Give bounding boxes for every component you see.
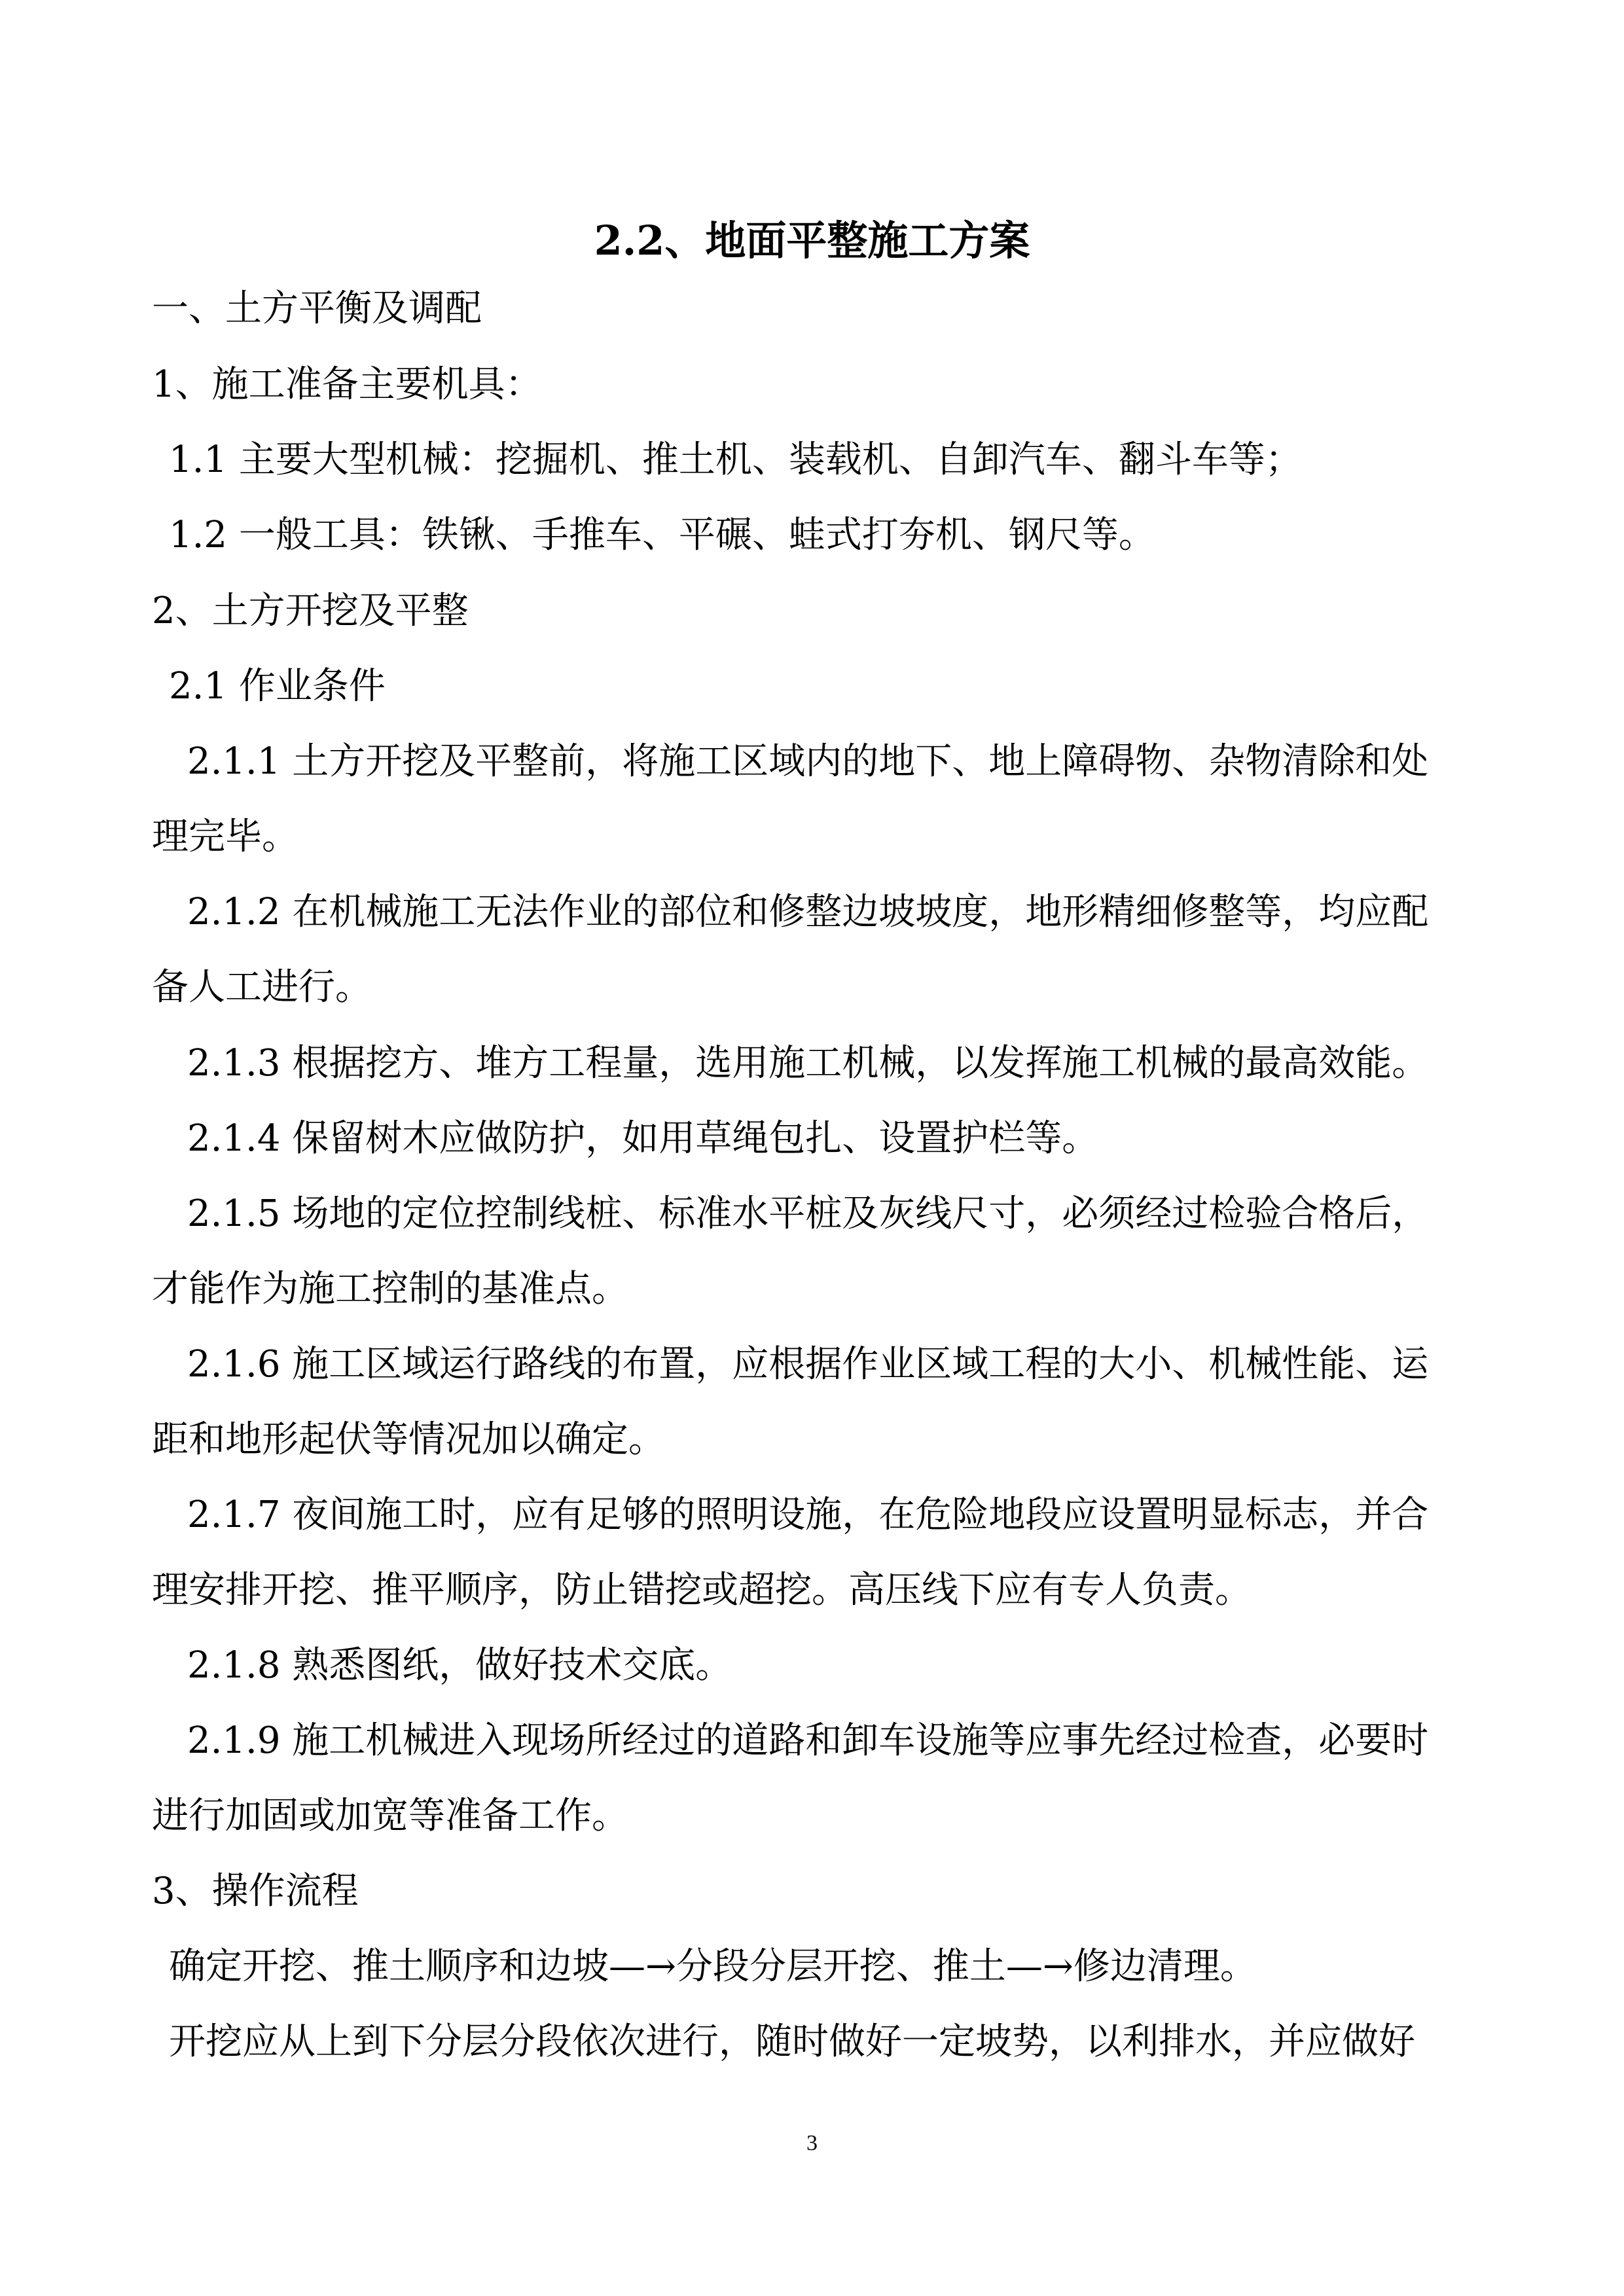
item-2-1-1-cont: 理完毕。 (152, 816, 298, 858)
item-1-2: 1.2 一般工具：铁锹、手推车、平碾、蛙式打夯机、钢尺等。 (169, 514, 1155, 556)
heading-operation-flow: 3、操作流程 (152, 1870, 359, 1912)
item-2-1-7-cont: 理安排开挖、推平顺序，防止错挖或超挖。高压线下应有专人负责。 (152, 1569, 1252, 1611)
item-2-1-2-cont: 备人工进行。 (152, 966, 372, 1009)
item-2-1-3: 2.1.3 根据挖方、堆方工程量，选用施工机械，以发挥施工机械的最高效能。 (187, 1042, 1429, 1085)
operation-sequence: 确定开挖、推土顺序和边坡—→分段分层开挖、推土—→修边清理。 (169, 1945, 1257, 1988)
item-2-1-6: 2.1.6 施工区域运行路线的布置，应根据作业区域工程的大小、机械性能、运 (187, 1343, 1429, 1386)
page-number: 3 (806, 2131, 818, 2155)
heading-tools: 1、施工准备主要机具： (152, 363, 542, 406)
heading-excavation: 2、土方开挖及平整 (152, 590, 469, 632)
heading-earthwork-balance: 一、土方平衡及调配 (152, 287, 482, 330)
item-2-1-9: 2.1.9 施工机械进入现场所经过的道路和卸车设施等应事先经过检查，必要时 (187, 1719, 1429, 1762)
item-2-1-7: 2.1.7 夜间施工时，应有足够的照明设施，在危险地段应设置明显标志，并合 (187, 1494, 1429, 1536)
item-1-1: 1.1 主要大型机械：挖掘机、推土机、装载机、自卸汽车、翻斗车等； (169, 439, 1302, 481)
item-2-1-9-cont: 进行加固或加宽等准备工作。 (152, 1795, 628, 1837)
heading-work-conditions: 2.1 作业条件 (169, 665, 386, 708)
item-2-1-8: 2.1.8 熟悉图纸，做好技术交底。 (187, 1644, 732, 1687)
section-title: 2.2、地面平整施工方案 (594, 217, 1030, 264)
item-2-1-5-cont: 才能作为施工控制的基准点。 (152, 1268, 628, 1310)
item-2-1-2: 2.1.2 在机械施工无法作业的部位和修整边坡坡度，地形精细修整等，均应配 (187, 891, 1429, 933)
item-2-1-1: 2.1.1 土方开挖及平整前，将施工区域内的地下、地上障碍物、杂物清除和处 (187, 740, 1429, 783)
excavation-note: 开挖应从上到下分层分段依次进行，随时做好一定坡势，以利排水，并应做好 (169, 2020, 1415, 2063)
item-2-1-5: 2.1.5 场地的定位控制线桩、标准水平桩及灰线尺寸，必须经过检验合格后， (187, 1193, 1429, 1235)
item-2-1-6-cont: 距和地形起伏等情况加以确定。 (152, 1418, 665, 1461)
item-2-1-4: 2.1.4 保留树木应做防护，如用草绳包扎、设置护栏等。 (187, 1117, 1099, 1160)
